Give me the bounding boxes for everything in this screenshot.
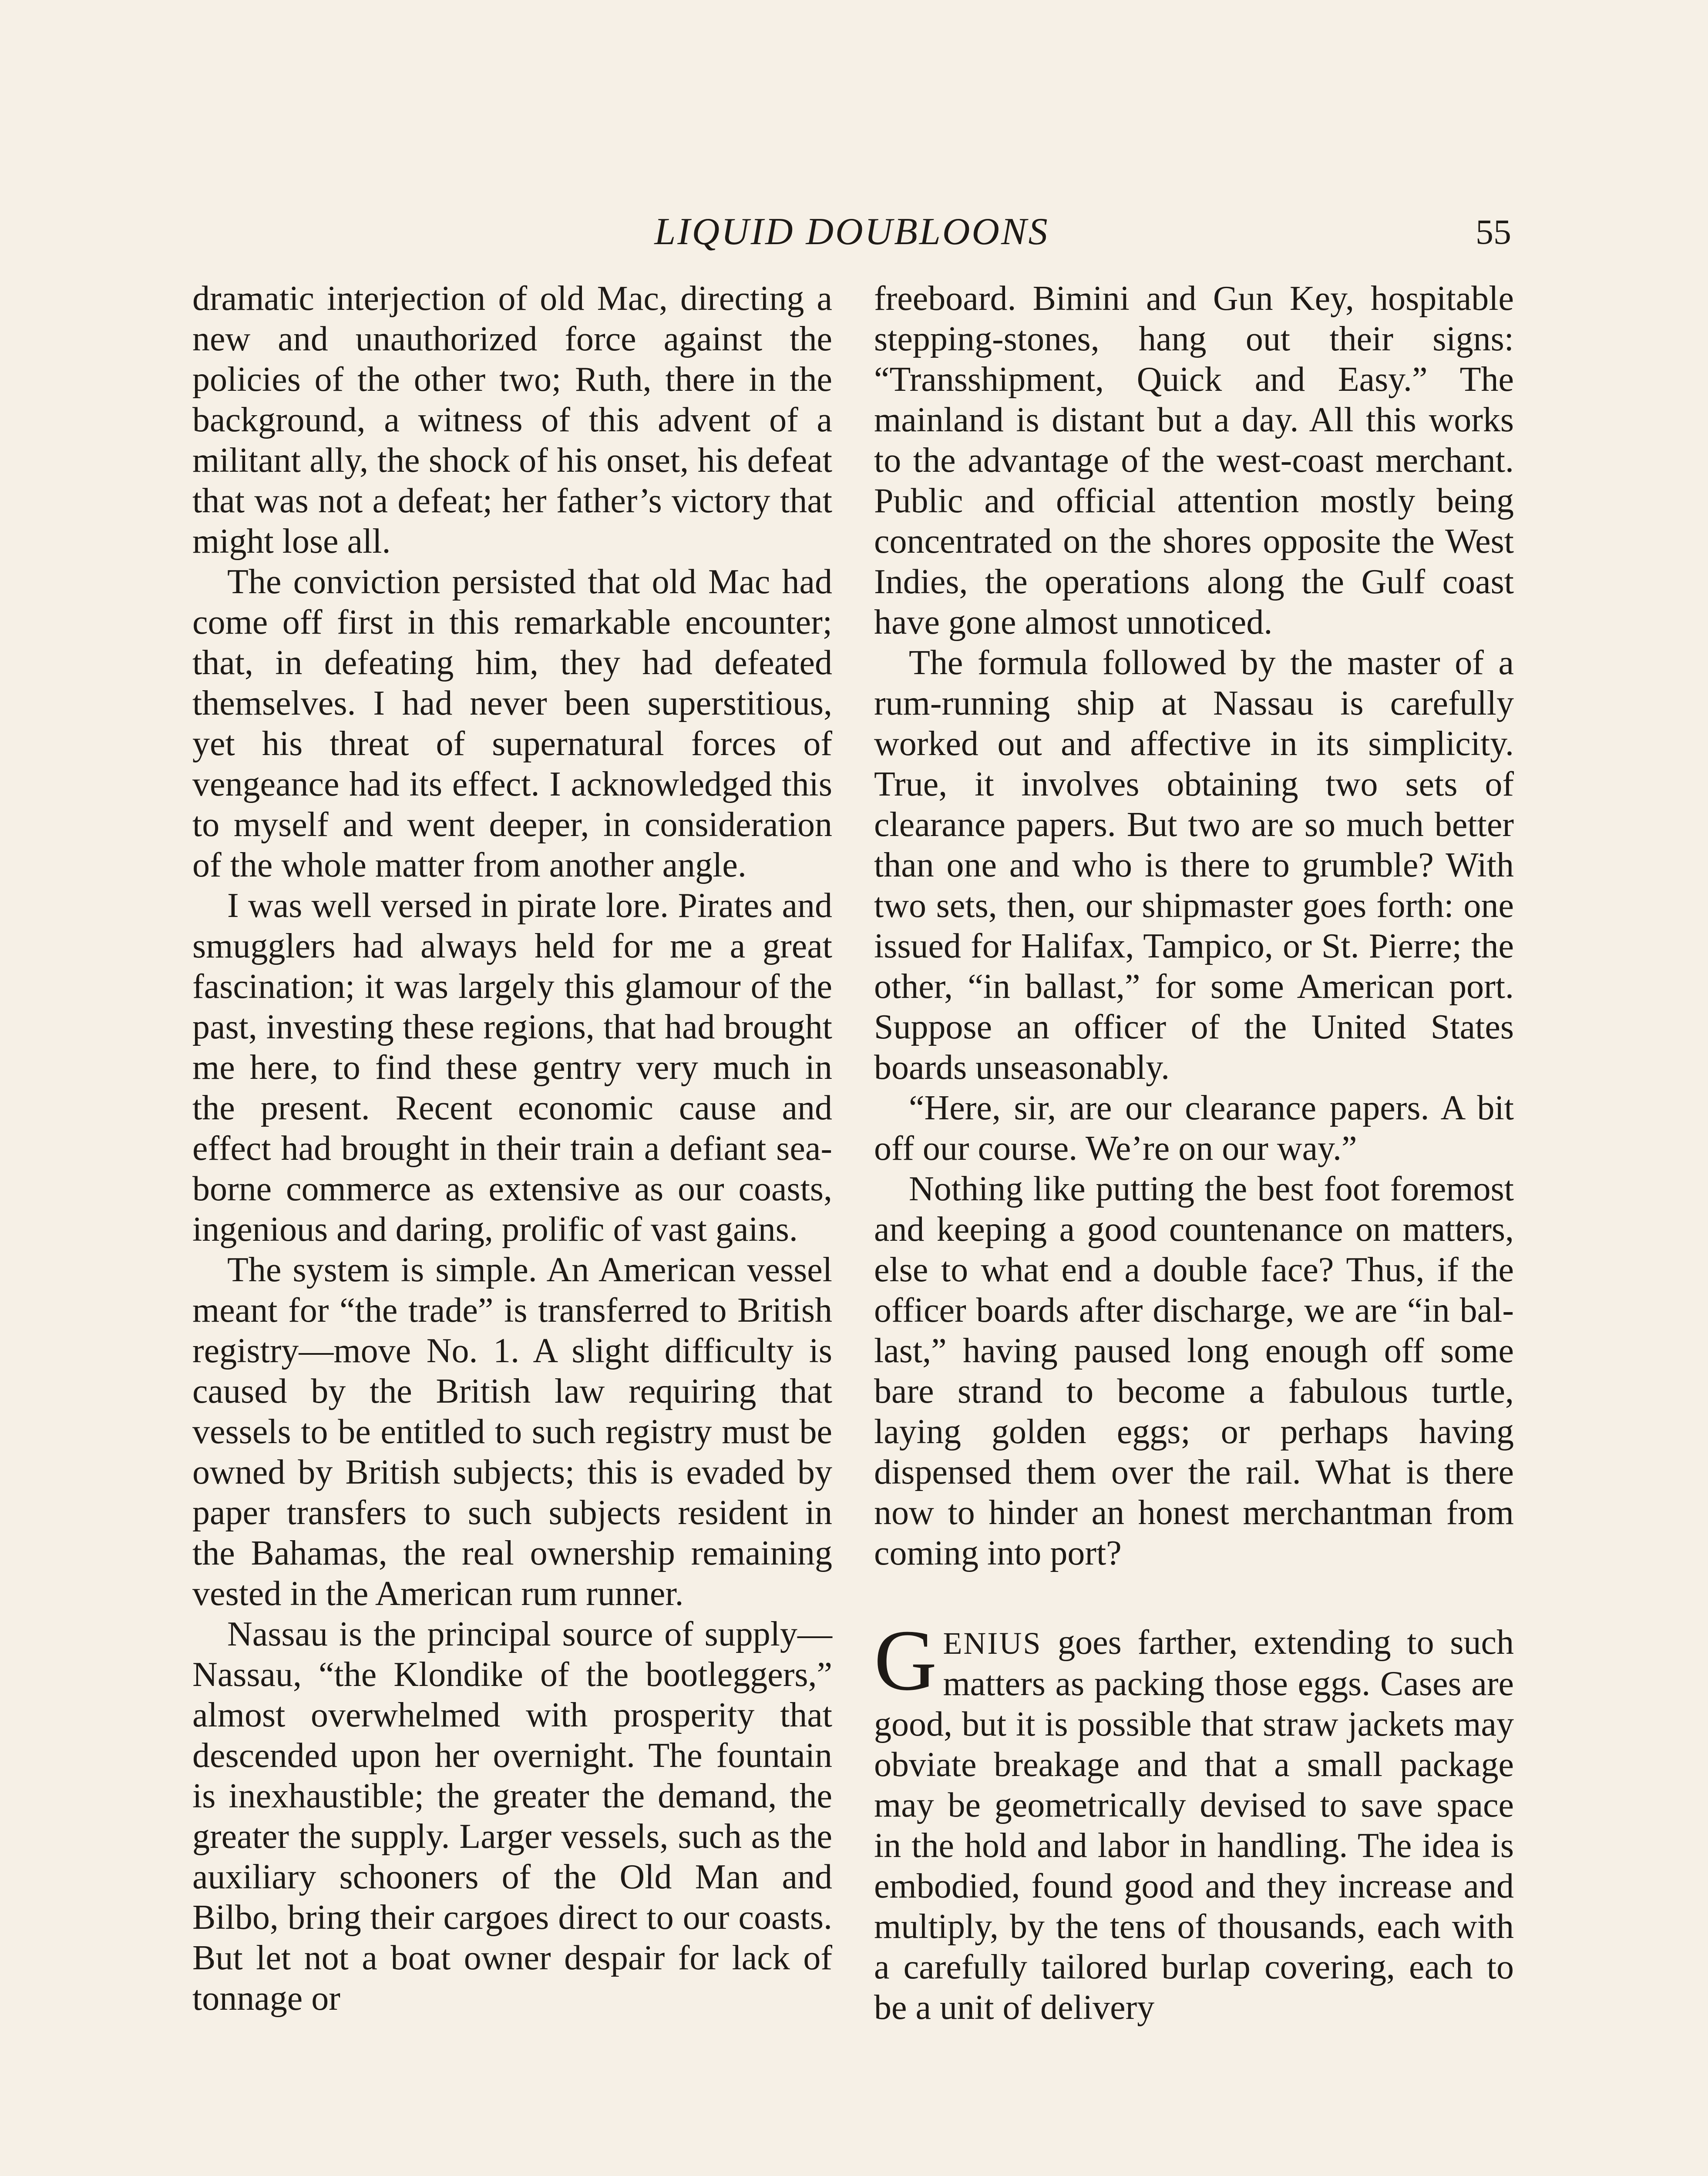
paragraph: Nothing like putting the best foot foremost and keeping a good countenance on matters, else to what end a double face? Thus, if the officer boards after discharge, we are “in ballast,” having paused long enough off some bare strand to become a fabulous turtle, laying golden eggs; or perhaps having dispensed them over the rail. What is there now to hinder an honest merchantman from coming into port?: [874, 1170, 1514, 1572]
drop-cap: G: [874, 1612, 937, 1709]
page-number: 55: [1476, 212, 1511, 252]
paragraph: The conviction persisted that old Mac had come off first in this remarkable encounter; that, in defeating him, they had defeated themselves. I had never been superstitious, yet his threat of supernatural forces of vengeance had its effect. I acknowledged this to myself and went deeper, in consideration of the whole matter from another angle.: [192, 563, 832, 884]
paragraph: “Here, sir, are our clearance papers. A bit off our course. We’re on our way.”: [874, 1089, 1514, 1168]
left-column: [192, 279, 832, 2019]
page-header: [192, 208, 1511, 265]
paragraph: dramatic interjection of old Mac, directing a new and unauthorized force against the policies of the other two; Ruth, there in the background, a witness of this advent of a militant ally, the shock of his onset, his defeat that was not a defeat; her father’s victory that might lose all.: [192, 279, 832, 561]
running-title: LIQUID DOUBLOONS: [654, 211, 1049, 253]
paragraph: Nassau is the principal source of supply—Nassau, “the Klondike of the bootleggers,” almost overwhelmed with prosperity that descended upon her overnight. The fountain is inexhaustible; the greater the demand, the greater the supply. Larger vessels, such as the auxiliary schooners of the Old Man and Bilbo, bring their cargoes direct to our coasts. But let not a boat owner despair for lack of tonnage or: [192, 1615, 832, 2018]
section-opening-paragraph: [874, 1612, 1514, 2028]
paragraph: freeboard. Bimini and Gun Key, hospitable stepping-stones, hang out their signs: “Transshipment, Quick and Easy.” The mainland is distant but a day. All this works to the advantage of the west-coast merchant. Public and official attention mostly being concentrated on the shores opposite the West Indies, the operations along the Gulf coast have gone almost unnoticed.: [874, 279, 1514, 641]
paragraph: The system is simple. An American vessel meant for “the trade” is transferred to British registry—move No. 1. A slight difficulty is caused by the British law requiring that vessels to be entitled to such registry must be owned by British subjects; this is evaded by paper transfers to such subjects resident in the Bahamas, the real ownership remaining vested in the American rum runner.: [192, 1251, 832, 1613]
paragraph: I was well versed in pirate lore. Pirates and smugglers had always held for me a great fascination; it was largely this glamour of the past, investing these regions, that had brought me here, to find these gentry very much in the present. Recent economic cause and effect had brought in their train a defiant sea-borne commerce as extensive as our coasts, ingenious and daring, prolific of vast gains.: [192, 887, 832, 1249]
right-column: [874, 279, 1514, 2028]
paragraph: The formula followed by the master of a rum-running ship at Nassau is carefully worked out and affective in its simplicity. True, it involves obtaining two sets of clearance papers. But two are so much better than one and who is there to grumble? With two sets, then, our shipmaster goes forth: one issued for Halifax, Tampico, or St. Pierre; the other, “in ballast,” for some American port. Suppose an officer of the United States boards unseasonably.: [874, 644, 1514, 1087]
small-caps-lead: ENIUS: [943, 1626, 1042, 1661]
section-text: goes farther, extending to such matters as packing those eggs. Cases are good, but it is possible that straw jackets may obviate breakage and that a small package may be geometrically devised to save space in the hold and labor in handling. The idea is embodied, found good and they increase and multiply, by the tens of thousands, each with a carefully tailored burlap covering, each to be a unit of delivery: [874, 1623, 1514, 2027]
